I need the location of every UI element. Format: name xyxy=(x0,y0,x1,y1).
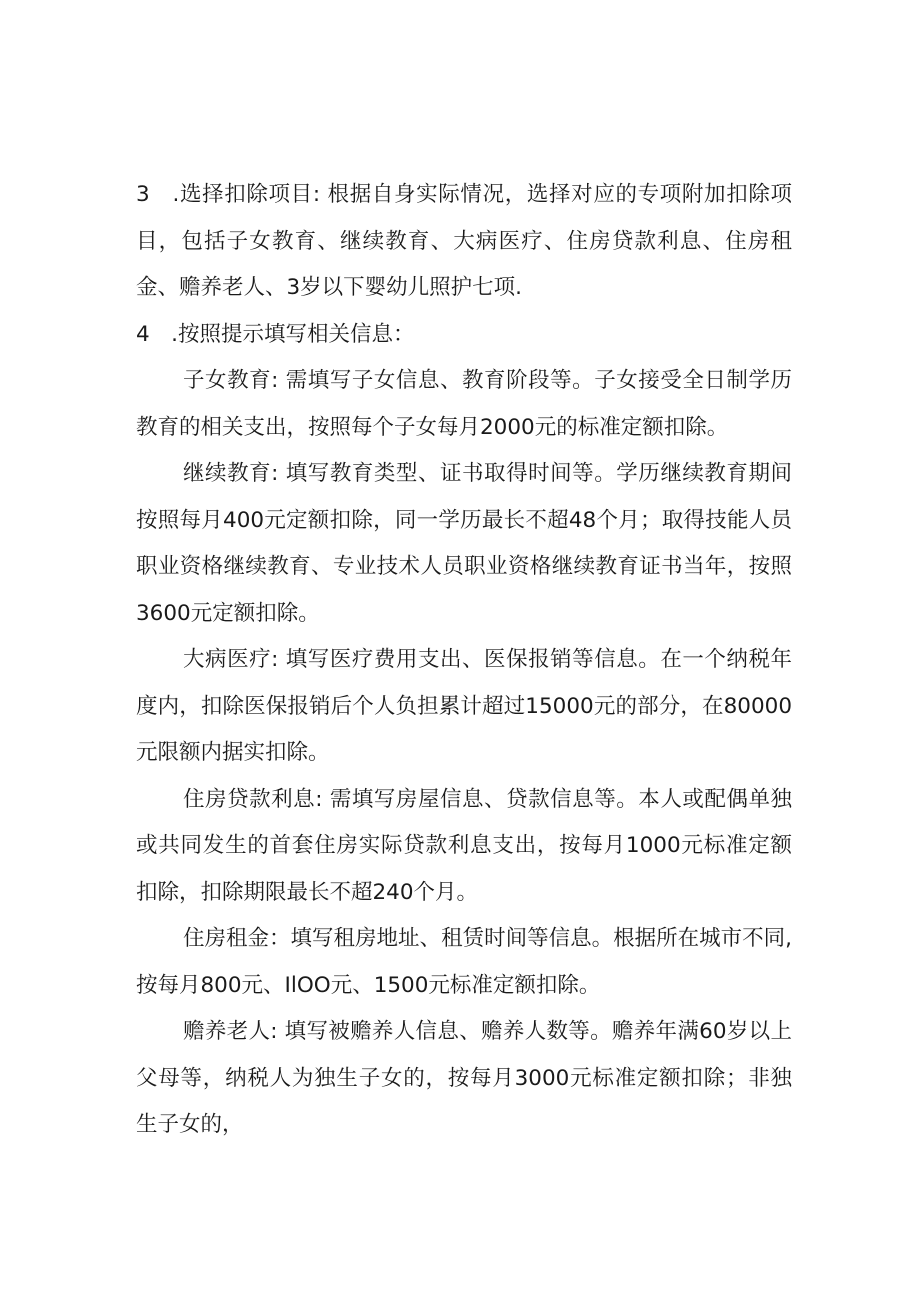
paragraph-step-3: 3 .选择扣除项目: 根据自身实际情况，选择对应的专项附加扣除项目，包括子女教育、继续教育、大病医疗、住房贷款利息、住房租金、赡养老人、3岁以下婴幼儿照护七项. xyxy=(136,182,792,300)
paragraph-child-education: 子女教育: 需填写子女信息、教育阶段等。子女接受全日制学历教育的相关支出，按照每个子女每月2000元的标准定额扣除。 xyxy=(136,368,792,440)
paragraph-continuing-education: 继续教育: 填写教育类型、证书取得时间等。学历继续教育期间按照每月400元定额扣除，同一学历最长不超48个月；取得技能人员职业资格继续教育、专业技术人员职业资格继续教育证书当年，按照3600元定额扣除。 xyxy=(136,461,792,626)
paragraph-elderly-support: 赡养老人: 填写被赡养人信息、赡养人数等。赡养年满60岁以上父母等，纳税人为独生子女的，按每月3000元标准定额扣除；非独生子女的， xyxy=(136,1019,792,1137)
document-body xyxy=(136,172,792,1149)
paragraph-serious-illness: 大病医疗: 填写医疗费用支出、医保报销等信息。在一个纳税年度内，扣除医保报销后个人负担累计超过15000元的部分，在80000元限额内据实扣除。 xyxy=(136,647,792,765)
paragraph-housing-rent: 住房租金：填写租房地址、租赁时间等信息。根据所在城市不同,按每月800元、IlOO元、1500元标准定额扣除。 xyxy=(136,926,792,998)
paragraph-step-4: 4 .按照提示填写相关信息： xyxy=(136,321,415,347)
paragraph-housing-loan: 住房贷款利息: 需填写房屋信息、贷款信息等。本人或配偶单独或共同发生的首套住房实际贷款利息支出，按每月1000元标准定额扣除，扣除期限最长不超240个月。 xyxy=(136,786,792,905)
